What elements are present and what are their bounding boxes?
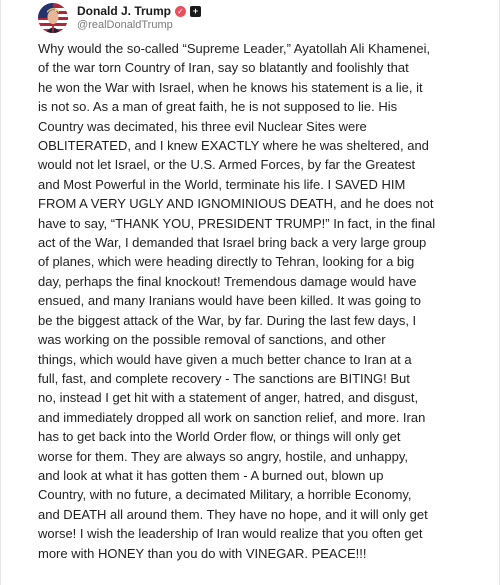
- author-name-row: [77, 4, 201, 18]
- post-text-line: Country was decimated, his three evil Nuclear Sites were: [38, 118, 367, 134]
- post-text-line: and immediately dropped all work on sanction relief, and more. Iran: [38, 409, 426, 425]
- post-text-line: more with HONEY than you do with VINEGAR. PEACE!!!: [38, 545, 367, 561]
- post-text-line: is not so. As a man of great faith, he is not supposed to lie. His: [38, 99, 398, 115]
- post-text-line: and Most Powerful in the World, terminate his life. I SAVED HIM: [38, 176, 406, 192]
- post-text-line: worse for them. They are always so angry, hostile, and unhappy,: [38, 448, 408, 464]
- post-text-line: OBLITERATED, and I knew EXACTLY where he was sheltered, and: [38, 138, 429, 154]
- post-text-line: no, instead I get hit with a statement of anger, hatred, and disgust,: [38, 390, 419, 406]
- post-text-line: act of the War, I demanded that Israel bring back a very large group: [38, 235, 427, 251]
- post-text-line: FROM A VERY UGLY AND IGNOMINIOUS DEATH, and he does not: [38, 196, 434, 212]
- post-text-line: have to say, “THANK YOU, PRESIDENT TRUMP!” In fact, in the final: [38, 215, 436, 231]
- post-text-line: be the biggest attack of the War, by far. During the last few days, I: [38, 312, 417, 328]
- post-text-line: was working on the possible removal of sanctions, and other: [38, 332, 386, 348]
- post-text-line: he won the War with Israel, when he knows his statement is a lie, it: [38, 79, 423, 95]
- author-handle[interactable]: @realDonaldTrump: [77, 19, 173, 31]
- post-text-line: full, fast, and complete recovery - The sanctions are BITING! But: [38, 370, 410, 386]
- post-text-line: day, perhaps the final knockout! Tremendous damage would have: [38, 273, 417, 289]
- post-text-line: would not let Israel, or the U.S. Armed Forces, by far the Greatest: [38, 157, 416, 173]
- truth-social-icon: +: [190, 6, 201, 17]
- post-text-line: things, which would have given a much better chance to Iran at a: [38, 351, 412, 367]
- post-text-line: Country, with no future, a decimated Military, a horrible Economy,: [38, 487, 412, 503]
- post-text-line: and DEATH all around them. They have no hope, and it will only get: [38, 506, 428, 522]
- post-text-line: has to get back into the World Order flow, or things will only get: [38, 429, 401, 445]
- post-text-line: ensued, and many Iranians would have been killed. It was going to: [38, 293, 422, 309]
- post-text-line: Why would the so-called “Supreme Leader,” Ayatollah Ali Khamenei,: [38, 41, 431, 56]
- post-text-line: and look at what it has gotten them - A burned out, blown up: [38, 467, 384, 483]
- post-text-line: of planes, which were heading directly to Tehran, looking for a big: [38, 254, 415, 270]
- verified-check-icon: ✓: [175, 6, 186, 17]
- author-info: [77, 4, 201, 32]
- avatar[interactable]: [38, 3, 68, 33]
- post-text-line: worse! I wish the leadership of Iran would realize that you often get: [38, 526, 423, 542]
- post-text-line: of the war torn Country of Iran, say so blatantly and foolishly that: [38, 60, 409, 76]
- post-header: [38, 2, 201, 34]
- post-text: [38, 39, 456, 563]
- author-display-name[interactable]: Donald J. Trump: [77, 4, 172, 18]
- avatar-image: [38, 3, 68, 33]
